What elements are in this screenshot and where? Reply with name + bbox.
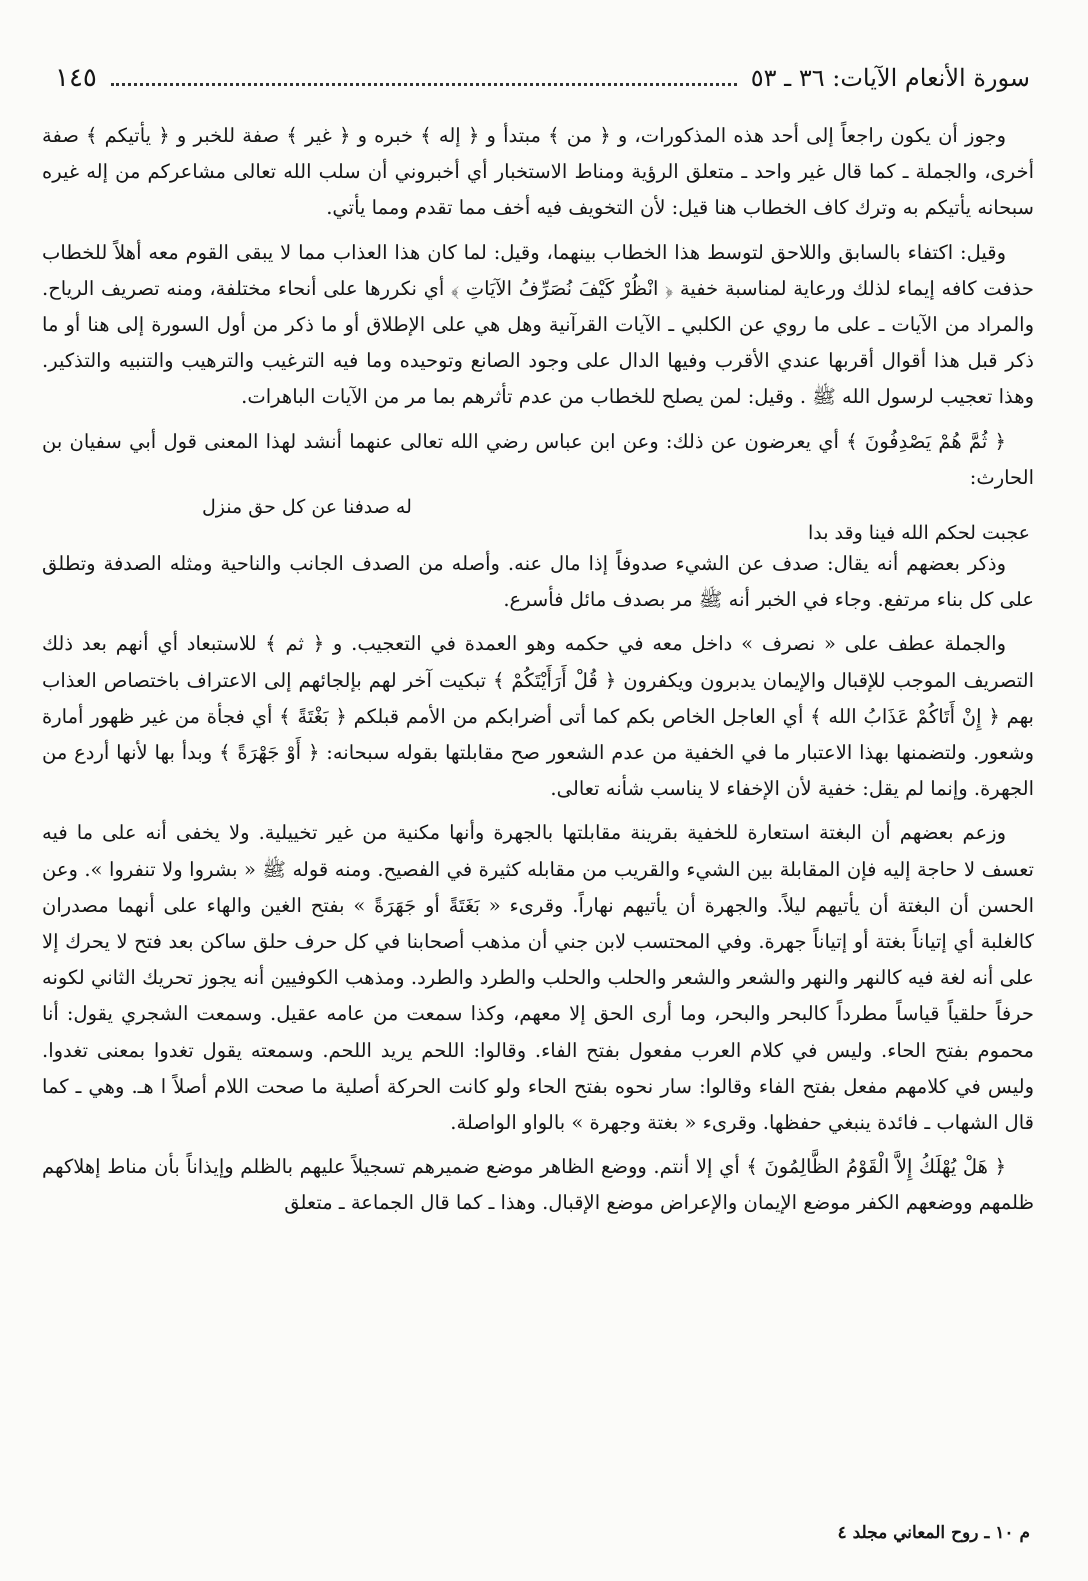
leader-dots (111, 83, 737, 86)
page-number: ١٤٥ (55, 63, 97, 93)
paragraph: ﴿ هَلْ يُهْلَكُ إِلاَّ الْقَوْمُ الظَّالِمُونَ ﴾ أي إلا أنتم. ووضع الظاهر موضع ضميرهم تسجيلاً عليهم بالظلم وإيذاناً بأن مناط إهلاكهم ظلمهم ووضعهم الكفر موضع الإيمان والإعراض موضع الإقبال. وهذا ـ كما قال الجماعة ـ متعلق (42, 1155, 1034, 1215)
paragraph: وقيل: اكتفاء بالسابق واللاحق لتوسط هذا الخطاب بينهما، وقيل: لما كان هذا العذاب مما لا يبقى القوم معه أهلاً للخطاب حذفت كافه إيماء لذلك ورعاية لمناسبة خفية ﴿ انْظُرْ كَيْفَ نُصَرِّفُ الآيَاتِ ﴾ أي نكررها على أنحاء مختلفة، ومنه تصريف الرياح. والمراد من الآيات ـ على ما روي عن الكلبي ـ الآيات القرآنية وهل هي على الإطلاق أو ما ذكر من أول السورة إلى هنا أو ما ذكر قبل هذا أقوال أقربها عندي الأقرب وفيها الدال على وجود الصانع وتوحيده وما فيه الترغيب والترهيب والتنبيه والتذكير. وهذا تعجيب لرسول الله ﷺ . وقيل: لمن يصلح للخطاب من عدم تأثرهم بما مر من الآيات الباهرات. (42, 240, 1034, 409)
paragraph: وزعم بعضهم أن البغتة استعارة للخفية بقرينة مقابلتها بالجهرة وأنها مكنية من غير تخييلية. ولا يخفى أنه على ما فيه تعسف لا حاجة إليه فإن المقابلة بين الشيء والقريب من مقابله كثيرة في الفصيح. ومنه قوله ﷺ « بشروا ولا تنفروا ». وعن الحسن أن البغتة أن يأتيهم ليلاً. والجهرة أن يأتيهم نهاراً. وقرىء « بَغَتَةً أو جَهَرَةً » بفتح الغين والهاء على أنهما مصدران كالغلبة أي إتياناً بغتة أو إتياناً جهرة. وفي المحتسب لابن جني أن مذهب أصحابنا في كل حرف حلق ساكن بعد فتح لا يحرك إلا على أنه لغة فيه كالنهر والنهر والشعر والشعر والحلب والحلب والطرد والطرد. ومذهب الكوفيين أنه يجوز تحريك الثاني لكونه حرفاً حلقياً قياساً مطرداً كالبحر والبحر، وما أرى الحق إلا معهم، وكذا سمعت من عامه عقيل. وسمعت الشجري يقول: أنا محموم بفتح الحاء. وليس في كلام العرب مفعول بفتح الفاء. وقالوا: اللحم يريد اللحم. وسمعته يقول تغدوا بمعنى تغدوا. وليس في كلامهم مفعل بفتح الفاء وقالوا: سار نحوه بفتح الحاء ولو كانت الحركة أصلية ما صحت اللام أصلاً ا هـ. وهي ـ كما قال الشهاب ـ فائدة ينبغي حفظها. وقرىء « بغتة وجهرة » بالواو الواصلة. (42, 821, 1034, 1135)
paragraph: وذكر بعضهم أنه يقال: صدف عن الشيء صدوفاً إذا مال عنه. وأصله من الصدف الجانب والناحية ومثله الصدفة وتطلق على كل بناء مرتفع. وجاء في الخبر أنه ﷺ مر بصدف مائل فأسرع. (42, 552, 1034, 612)
page-body (42, 118, 1034, 1521)
footer-signature: م ١٠ ـ روح المعاني مجلد ٤ (837, 1523, 1030, 1543)
paragraph: ﴿ ثُمَّ هُمْ يَصْدِفُونَ ﴾ أي يعرضون عن ذلك: وعن ابن عباس رضي الله تعالى عنهما أنشد لهذا المعنى قول أبي سفيان بن الحارث: (42, 429, 1034, 489)
paragraph: وجوز أن يكون راجعاً إلى أحد هذه المذكورات، و ﴿ من ﴾ مبتدأ و ﴿ إله ﴾ خبره و ﴿ غير ﴾ صفة للخبر و ﴿ يأتيكم ﴾ صفة أخرى، والجملة ـ كما قال غير واحد ـ متعلق الرؤية ومناط الاستخبار أي أخبروني أن سلب الله تعالى مشاعركم من إله غيره سبحانه يأتيكم به وترك كاف الخطاب هنا قيل: لأن التخويف فيه أخف مما تقدم ومما يأتي. (42, 124, 1034, 220)
paragraph: والجملة عطف على « نصرف » داخل معه في حكمه وهو العمدة في التعجيب. و ﴿ ثم ﴾ للاستبعاد أي أنهم بعد ذلك التصريف الموجب للإقبال والإيمان يدبرون ويكفرون ﴿ قُلْ أَرَأَيْتَكُمْ ﴾ تبكيت آخر لهم بإلجائهم إلى الاعتراف باختصاص العذاب بهم ﴿ إِنْ أَتَاكُمْ عَذَابُ الله ﴾ أي العاجل الخاص بكم كما أتى أضرابكم من الأمم قبلكم ﴿ بَغْتَةً ﴾ أي فجأة من غير ظهور أمارة وشعور. ولتضمنها بهذا الاعتبار ما في الخفية من عدم الشعور صح مقابلتها بقوله سبحانه: ﴿ أَوْ جَهْرَةً ﴾ وبدأ بها لأنها أردع من الجهرة. وإنما لم يقل: خفية لأن الإخفاء لا يناسب شأنه تعالى. (42, 632, 1034, 801)
surah-title: سورة الأنعام الآيات: ٣٦ ـ ٥٣ (750, 64, 1030, 92)
poetry-verse (42, 496, 1034, 545)
running-header (55, 58, 1030, 98)
verse-hemistich-second: له صدفنا عن كل حق منزل (202, 496, 412, 519)
verse-hemistich-first: عجبت لحكم الله فينا وقد بدا (807, 522, 1030, 545)
